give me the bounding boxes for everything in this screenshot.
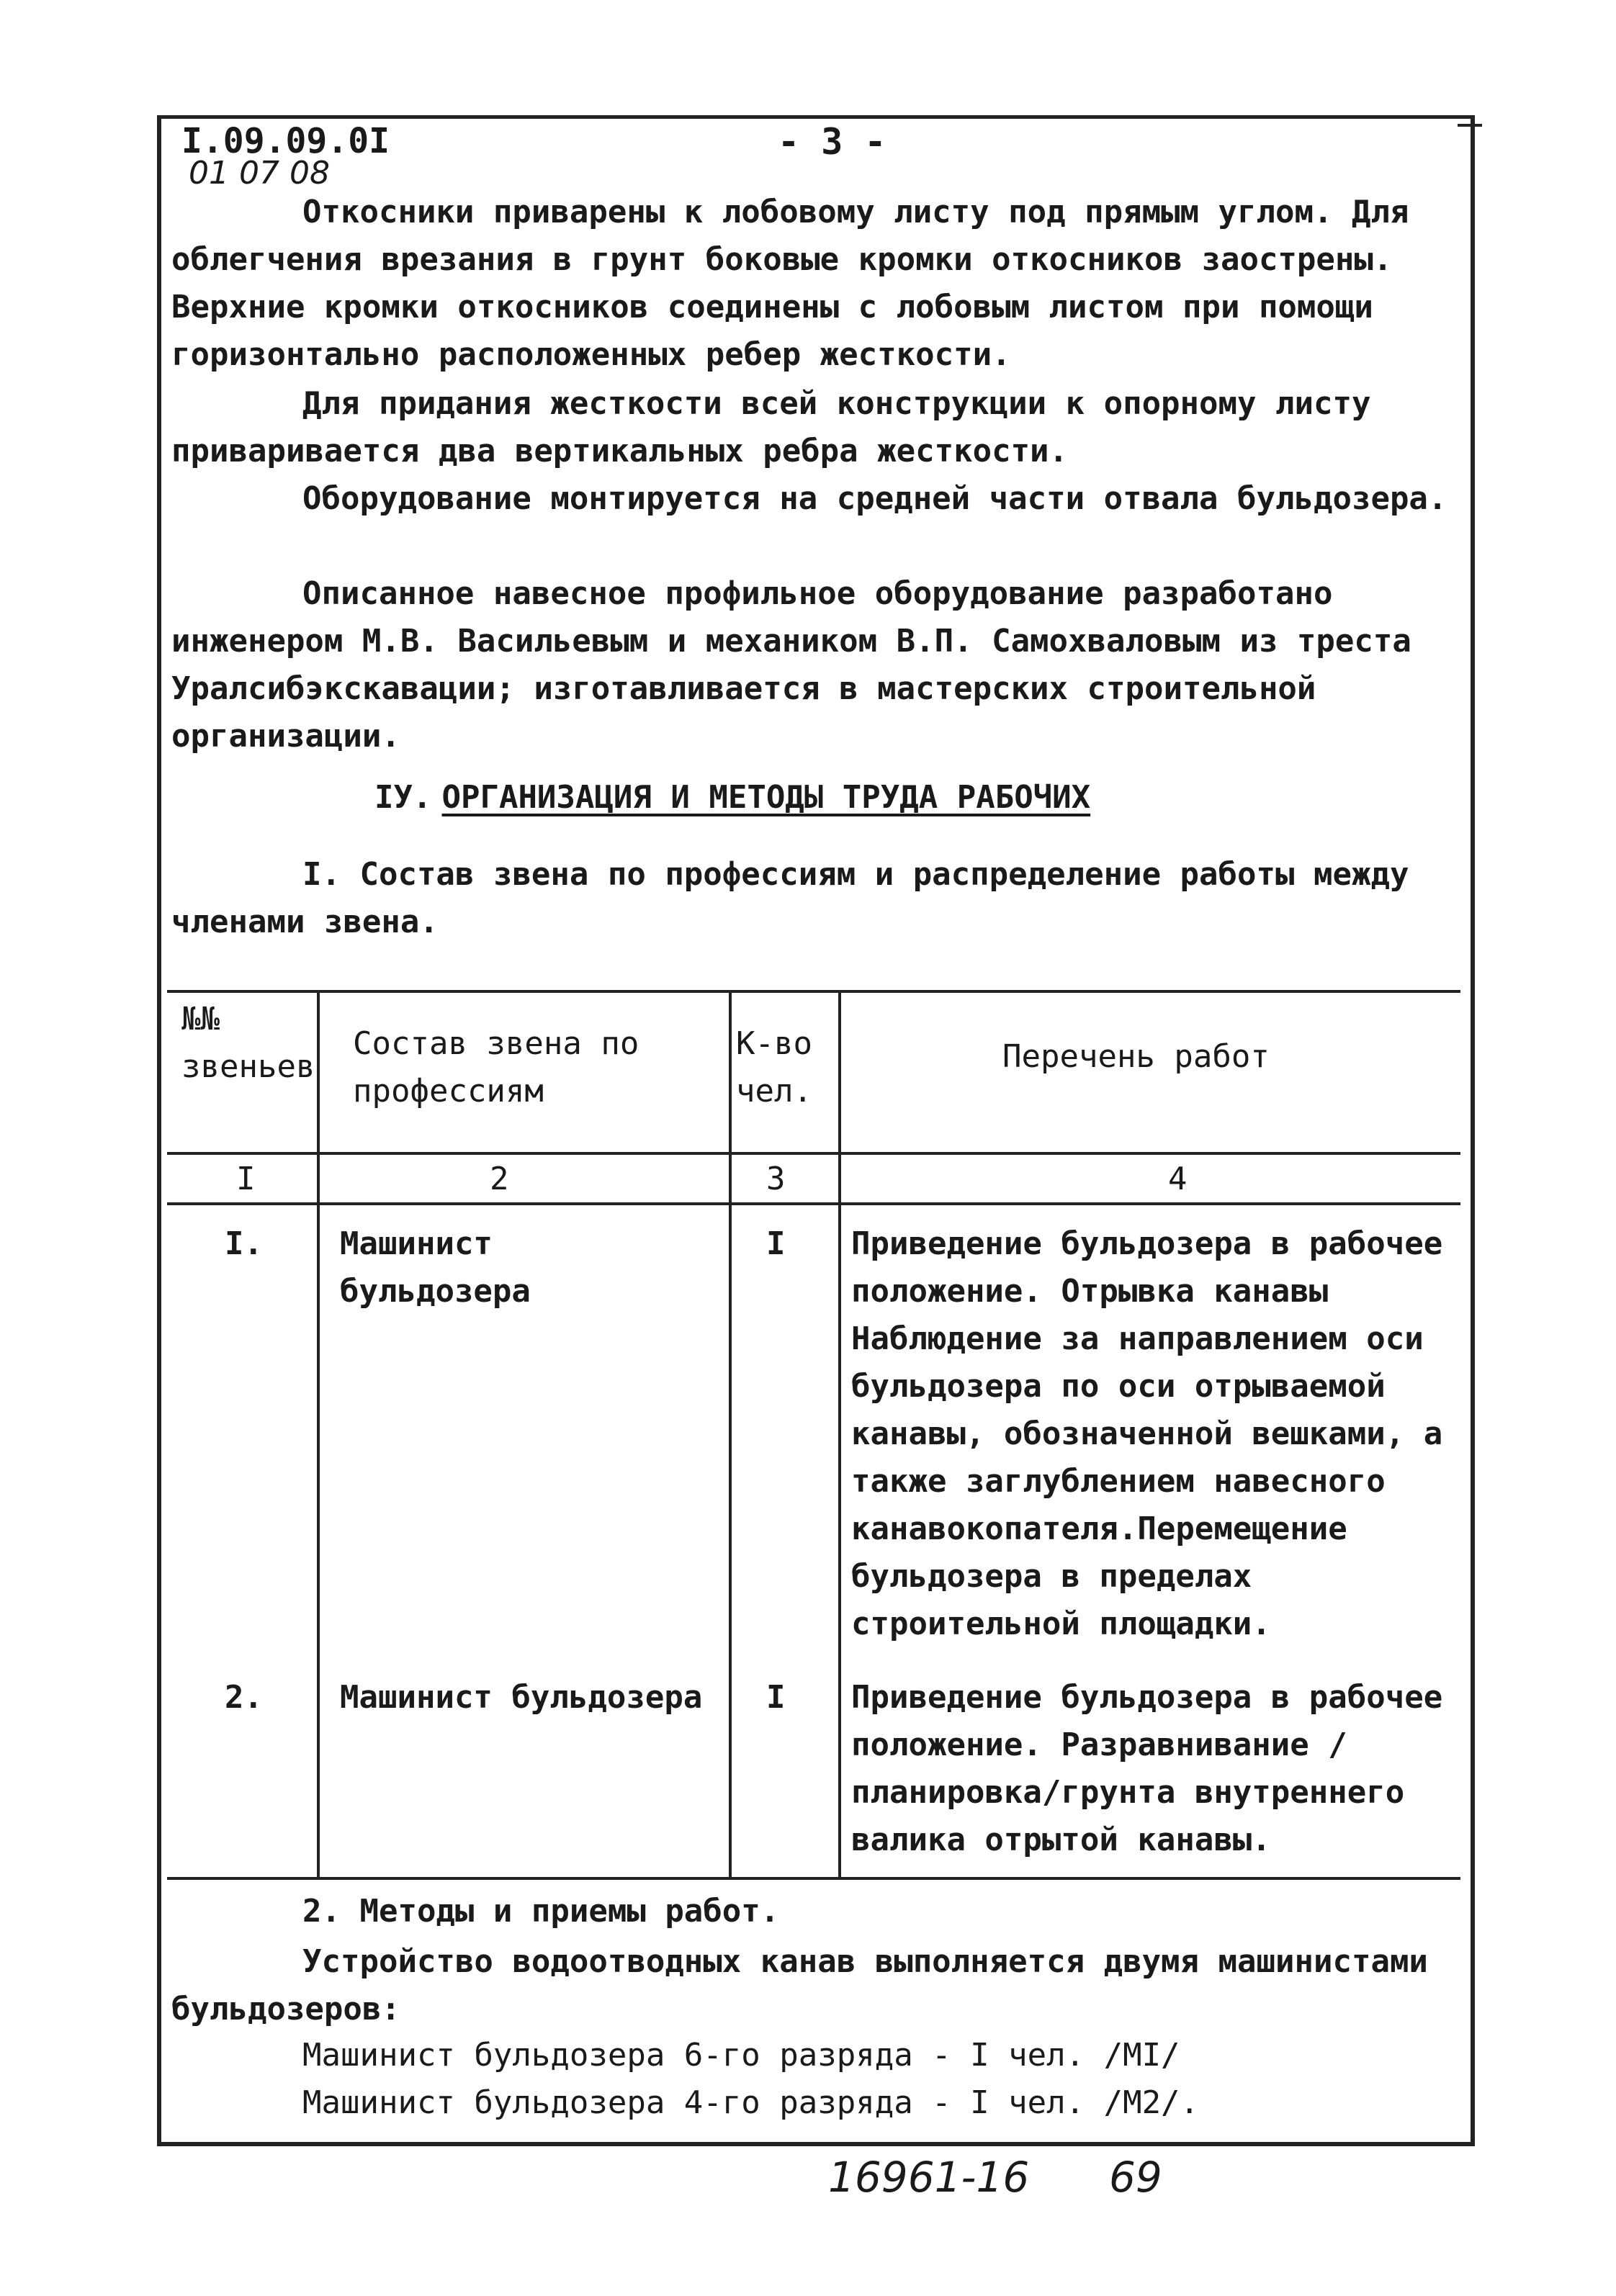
table-col-divider-1 xyxy=(317,990,320,1880)
table-bottom-rule xyxy=(167,1877,1460,1880)
stamp-number: 16961-16 xyxy=(828,2153,1030,2202)
table-top-rule xyxy=(167,990,1460,993)
table-col-number-3: 3 xyxy=(766,1161,786,1197)
table-col-number-4: 4 xyxy=(1168,1161,1188,1197)
table-col-number-1: I xyxy=(236,1161,256,1197)
table-col-divider-3 xyxy=(838,990,841,1880)
frame-tick-mark xyxy=(1458,124,1482,127)
document-code: I.09.09.0I xyxy=(181,121,390,161)
table-header-unit-no: №№ звеньев xyxy=(181,1001,315,1085)
page-number: - 3 - xyxy=(778,121,886,163)
table-header-composition: Состав звена по профессиям xyxy=(353,1025,639,1109)
table-row-2-composition: Машинист бульдозера xyxy=(340,1679,703,1716)
methods-intro: Устройство водоотводных канав выполняется двумя машинистами бульдозеров: xyxy=(171,1943,1428,2027)
table-col-divider-2 xyxy=(729,990,732,1880)
table-row-1-composition: Машинист бульдозера xyxy=(340,1225,531,1310)
table-row-1-num: I. xyxy=(225,1225,263,1262)
table-header-count: К-во чел. xyxy=(736,1025,812,1109)
handwritten-code: 01 07 08 xyxy=(189,155,330,192)
methods-line-1: Машинист бульдозера 6-го разряда - I чел. /МI/ xyxy=(302,2037,1180,2074)
table-row-2-works: Приведение бульдозера в рабочее положение. Разравнивание /планировка/грунта внутреннего валика отрытой канавы. xyxy=(851,1679,1443,1858)
table-col-number-2: 2 xyxy=(490,1161,509,1197)
table-row-2-count: I xyxy=(766,1679,786,1716)
table-row-2-num: 2. xyxy=(225,1679,263,1716)
section-number: IУ. xyxy=(374,779,432,816)
paragraph-4: Описанное навесное профильное оборудование разработано инженером М.В. Васильевым и механиком В.П. Самохваловым из треста Уралсибэкскавации; изготавливается в мастерских строительной организации. xyxy=(171,575,1411,755)
section-title: ОРГАНИЗАЦИЯ И МЕТОДЫ ТРУДА РАБОЧИХ xyxy=(441,779,1091,816)
methods-line-2: Машинист бульдозера 4-го разряда - I чел. /М2/. xyxy=(302,2084,1200,2121)
section-heading xyxy=(374,779,1090,816)
table-number-rule xyxy=(167,1202,1460,1205)
paragraph-1: Откосники приварены к лобовому листу под прямым углом. Для облегчения врезания в грунт боковые кромки откосников заострены. Верхние кромки откосников соединены с лобовым листом при помощи горизонтально расположенных ребер жесткости. xyxy=(171,194,1409,373)
paragraph-2: Для придания жесткости всей конструкции к опорному листу приваривается два вертикальных ребра жесткости. xyxy=(171,385,1371,469)
crew-table xyxy=(167,990,1460,1883)
table-header-rule xyxy=(167,1152,1460,1155)
table-header-works: Перечень работ xyxy=(1002,1038,1270,1075)
methods-heading: 2. Методы и приемы работ. xyxy=(302,1893,780,1930)
paragraph-3: Оборудование монтируется на средней части отвала бульдозера. xyxy=(302,480,1447,517)
table-row-1-count: I xyxy=(766,1225,786,1262)
subsection-1-heading: I. Состав звена по профессиям и распределение работы между членами звена. xyxy=(171,856,1409,940)
table-row-1-works: Приведение бульдозера в рабочее положение. Отрывка канавы Наблюдение за направлением оси бульдозера по оси отрываемой канавы, обозначенной вешками, а также заглублением навесного канавокопателя.Перемещение бульдозера в пределах строительной площадки. xyxy=(851,1225,1443,1642)
stamp-page: 69 xyxy=(1109,2153,1162,2202)
